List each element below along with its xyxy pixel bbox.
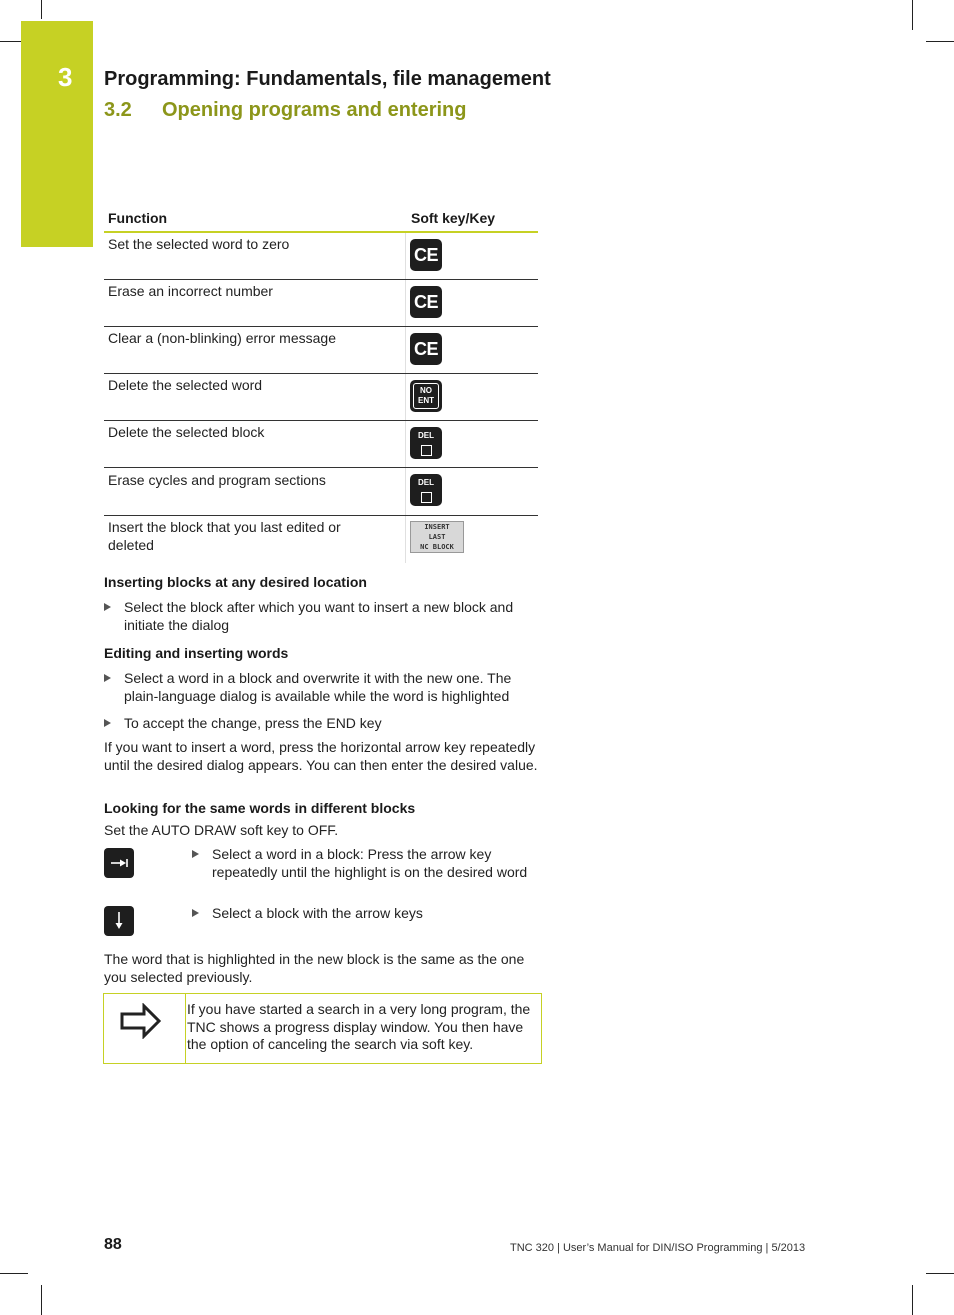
crop-mark — [912, 0, 913, 30]
column-header-function: Function — [108, 210, 168, 226]
triangle-bullet-icon — [104, 603, 111, 611]
chapter-tab — [21, 21, 93, 247]
crop-mark — [0, 41, 21, 42]
subheading-looking: Looking for the same words in different blocks — [104, 800, 416, 816]
subheading-editing: Editing and inserting words — [104, 645, 289, 661]
key-label: DEL — [418, 431, 434, 440]
ce-key — [410, 239, 442, 271]
bullet-text: Select the block after which you want to insert a new block and initiate the dialog — [124, 599, 514, 633]
table-row-divider — [104, 515, 538, 516]
footer-text: TNC 320 | User’s Manual for DIN/ISO Programming | 5/2013 — [510, 1242, 806, 1254]
bullet-item — [104, 670, 540, 705]
del-key — [410, 474, 442, 506]
table-row-divider — [104, 279, 538, 280]
table-header-rule — [104, 231, 538, 233]
page-number: 88 — [104, 1236, 122, 1253]
ce-key — [410, 333, 442, 365]
bullet-item — [104, 715, 540, 733]
crop-mark — [912, 1285, 913, 1315]
paragraph: Set the AUTO DRAW soft key to OFF. — [104, 822, 339, 838]
note-text: If you have started a search in a very long program, the TNC shows a progress display window. You then have the option of canceling the search via soft key. — [187, 1001, 531, 1052]
crop-mark — [41, 1285, 42, 1315]
key-label: ENT — [418, 396, 434, 405]
table-row-function: Set the selected word to zero — [108, 236, 290, 252]
crop-mark — [926, 1273, 954, 1274]
crop-mark — [0, 1273, 28, 1274]
chapter-title: Programming: Fundamentals, file management — [104, 68, 551, 90]
no-ent-key — [410, 380, 442, 412]
table-row-function: Delete the selected word — [108, 377, 263, 393]
table-row-function: Erase an incorrect number — [108, 283, 273, 299]
ce-key — [410, 286, 442, 318]
table-row-divider — [104, 420, 538, 421]
table-row-function: Delete the selected block — [108, 424, 265, 440]
table-row-function: Clear a (non-blinking) error message — [108, 330, 336, 346]
square-icon — [421, 492, 432, 503]
subheading-inserting: Inserting blocks at any desired location — [104, 574, 367, 590]
bullet-item — [192, 846, 532, 881]
note-divider — [185, 993, 186, 1064]
paragraph: If you want to insert a word, press the horizontal arrow key repeatedly until the desired dialog appears. You can then enter the desired value. — [104, 739, 538, 773]
softkey-label: LAST — [428, 533, 446, 541]
table-column-divider — [405, 233, 406, 563]
triangle-bullet-icon — [192, 909, 199, 917]
softkey-label: INSERT — [424, 523, 450, 531]
square-icon — [421, 445, 432, 456]
table-row-function: Insert the block that you last edited or deleted — [108, 519, 341, 553]
triangle-bullet-icon — [104, 674, 111, 682]
chapter-number: 3 — [58, 62, 73, 92]
del-key — [410, 427, 442, 459]
table-row-function: Erase cycles and program sections — [108, 472, 326, 488]
hollow-arrow-icon — [120, 1003, 162, 1039]
table-row-divider — [104, 326, 538, 327]
table-row-divider — [104, 467, 538, 468]
crop-mark — [926, 41, 954, 42]
key-label: DEL — [418, 478, 434, 487]
key-label: CE — [413, 338, 438, 359]
softkey-label: NC BLOCK — [420, 543, 454, 551]
arrow-right-key — [104, 848, 134, 878]
arrow-down-key — [104, 906, 134, 936]
section-title: Opening programs and entering — [162, 99, 467, 121]
bullet-text: Select a word in a block and overwrite it with the new one. The plain-language dialog is available while the word is highlighted — [124, 670, 512, 704]
arrow-right-icon — [120, 1003, 162, 1044]
paragraph: The word that is highlighted in the new block is the same as the one you selected previously. — [104, 951, 525, 985]
triangle-bullet-icon — [104, 719, 111, 727]
arrow-down-icon — [113, 910, 125, 932]
bullet-item — [192, 905, 532, 923]
column-header-key: Soft key/Key — [411, 210, 496, 226]
key-label: CE — [413, 291, 438, 312]
bullet-text: Select a word in a block: Press the arrow key repeatedly until the highlight is on the desired word — [212, 846, 528, 880]
arrow-right-icon — [109, 857, 129, 869]
bullet-text: Select a block with the arrow keys — [212, 905, 423, 921]
table-row-divider — [104, 373, 538, 374]
section-number: 3.2 — [104, 99, 132, 121]
crop-mark — [41, 0, 42, 19]
no-ent-key-frame — [413, 383, 439, 409]
key-label: CE — [413, 244, 438, 265]
bullet-item — [104, 599, 540, 634]
insert-last-nc-block-softkey — [410, 521, 464, 553]
bullet-text: To accept the change, press the END key — [124, 715, 382, 731]
triangle-bullet-icon — [192, 850, 199, 858]
key-label: NO — [420, 386, 432, 395]
